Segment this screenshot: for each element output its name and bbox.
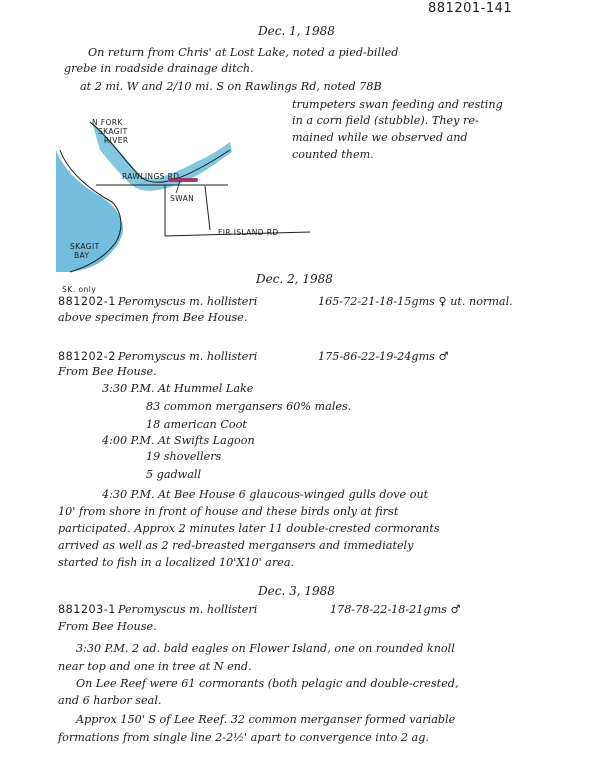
specimen-note: From Bee House. — [58, 620, 157, 633]
note-line: On return from Chris' at Lost Lake, noted a pied-billed — [88, 46, 399, 59]
specimen-measurements: 165-72-21-18-15gms ♀ ut. normal. — [318, 295, 513, 308]
specimen-measurements: 178-78-22-18-21gms ♂ — [330, 603, 461, 616]
map-label-fir-island-rd: FIR ISLAND RD — [218, 228, 279, 237]
observation-line: 4:00 P.M. At Swifts Lagoon — [102, 434, 255, 447]
map-label-bay: SKAGIT — [70, 242, 100, 251]
specimen-id: 881202-2 — [58, 350, 116, 363]
map-label-bay: BAY — [74, 251, 90, 260]
observation-line: 18 american Coot — [146, 418, 247, 431]
observation-line: 3:30 P.M. At Hummel Lake — [102, 382, 254, 395]
specimen-species: Peromyscus m. hollisteri — [118, 603, 258, 616]
map-label-river: SKAGIT — [98, 127, 128, 136]
observation-line: 83 common mergansers 60% males. — [146, 400, 352, 413]
skagit-bay-water — [56, 150, 123, 272]
note-line: grebe in roadside drainage ditch. — [64, 62, 254, 75]
note-line: Approx 150' S of Lee Reef. 32 common merganser formed variable — [76, 713, 456, 726]
note-line: and 6 harbor seal. — [58, 694, 162, 707]
note-line: On Lee Reef were 61 cormorants (both pelagic and double-crested, — [76, 677, 459, 690]
map-label-river: RIVER — [104, 136, 129, 145]
note-line: 3:30 P.M. 2 ad. bald eagles on Flower Island, one on rounded knoll — [76, 642, 455, 655]
map-label-swan: SWAN — [170, 194, 195, 203]
specimen-id: 881202-1 — [58, 295, 116, 308]
note-line: counted them. — [292, 148, 374, 161]
specimen-id: 881203-1 — [58, 603, 116, 616]
paragraph-line: arrived as well as 2 red-breasted mergansers and immediately — [58, 539, 414, 552]
specimen-measurements: 175-86-22-19-24gms ♂ — [318, 350, 449, 363]
specimen-species: Peromyscus m. hollisteri — [118, 295, 258, 308]
observation-line: 19 shovellers — [146, 450, 222, 463]
note-line: trumpeters swan feeding and resting — [292, 98, 503, 111]
specimen-note: above specimen from Bee House. — [58, 311, 248, 324]
specimen-species: Peromyscus m. hollisteri — [118, 350, 258, 363]
paragraph-line: 10' from shore in front of house and these birds only at first — [58, 505, 399, 518]
observation-line: 5 gadwall — [146, 468, 202, 481]
note-line: formations from single line 2-2½' apart to convergence into 2 ag. — [58, 731, 429, 744]
note-line: near top and one in tree at N end. — [58, 660, 252, 673]
catalog-number: 881201-141 — [428, 1, 513, 16]
date-dec-3: Dec. 3, 1988 — [258, 584, 335, 598]
paragraph-line: 4:30 P.M. At Bee House 6 glaucous-winged gulls dove out — [102, 488, 429, 501]
date-dec-2: Dec. 2, 1988 — [256, 272, 333, 286]
date-dec-1: Dec. 1, 1988 — [258, 24, 335, 38]
note-line: mained while we observed and — [292, 131, 468, 144]
note-line: in a corn field (stubble). They re- — [292, 114, 479, 127]
paragraph-line: started to fish in a localized 10'X10' area. — [58, 556, 295, 569]
specimen-note: From Bee House. — [58, 365, 157, 378]
note-line: at 2 mi. W and 2/10 mi. S on Rawlings Rd, noted 78B — [80, 80, 382, 93]
map-label-rawlings-rd: RAWLINGS RD — [122, 172, 180, 181]
sk-only-note: SK. only — [62, 285, 97, 294]
map-label-river: N FORK — [92, 118, 123, 127]
paragraph-line: participated. Approx 2 minutes later 11 double-crested cormorants — [58, 522, 440, 535]
